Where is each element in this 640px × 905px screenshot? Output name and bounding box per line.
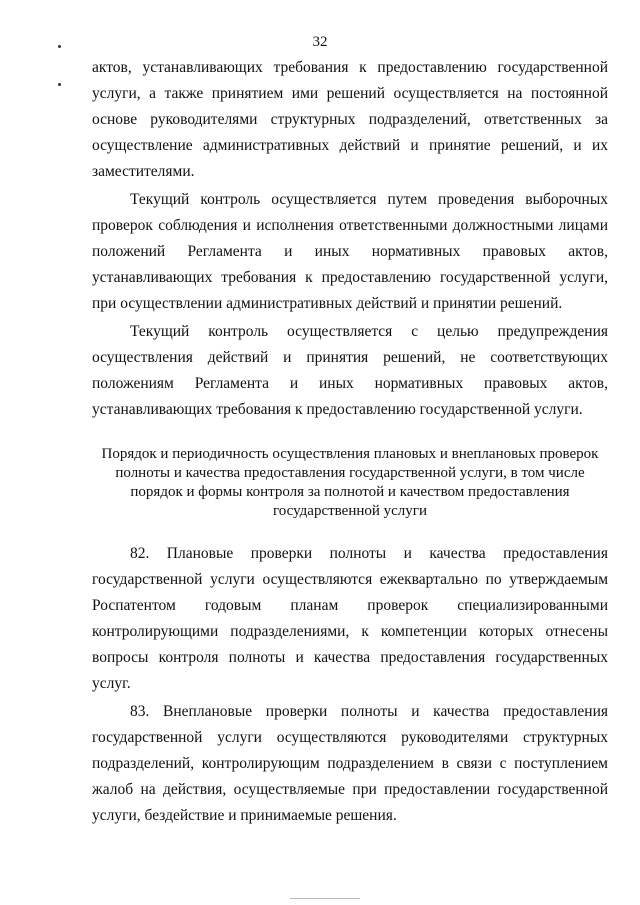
paragraph-continuation: актов, устанавливающих требования к предоставлению государственной услуги, а также принятием ими решений осуществляется на постоянной основе руководителями структурных подразделений, ответственных за осуществление административных действий и принятие решений, и их заместителями. (92, 59, 608, 180)
paragraph-82: 82. Плановые проверки полноты и качества предоставления государственной услуги осуществляются ежеквартально по утверждаемым Роспатентом годовым планам проверок специализированными контролирующими подразделениями, к компетенции которых отнесены вопросы контроля полноты и качества предоставления государственных услуг. (92, 545, 608, 692)
margin-mark (58, 45, 61, 48)
paragraph-current-control: Текущий контроль осуществляется путем проведения выборочных проверок соблюдения и исполнения ответственными должностными лицами положений Регламента и иных нормативных правовых актов, устанавливающих требования к предоставлению государственной услуги, при осуществлении административных действий и принятии решений. (92, 191, 608, 312)
margin-mark (58, 83, 61, 86)
page-number: 32 (312, 34, 328, 50)
document-body (92, 55, 608, 831)
section-heading: Порядок и периодичность осуществления плановых и внеплановых проверок полноты и качества предоставления государственной услуги, в том числе порядок и формы контроля за полнотой и качеством предоставления государственной услуги (101, 446, 599, 519)
scan-edge-mark (290, 898, 360, 899)
paragraph-83: 83. Внеплановые проверки полноты и качества предоставления государственной услуги осуществляются руководителями структурных подразделений, контролирующим подразделением в связи с поступлением жалоб на действия, осуществляемые при предоставлении государственной услуги, бездействие и принимаемые решения. (92, 703, 608, 824)
paragraph-control-purpose: Текущий контроль осуществляется с целью предупреждения осуществления действий и принятия решений, не соответствующих положениям Регламента и иных нормативных правовых актов, устанавливающих требования к предоставлению государственной услуги. (92, 323, 608, 418)
